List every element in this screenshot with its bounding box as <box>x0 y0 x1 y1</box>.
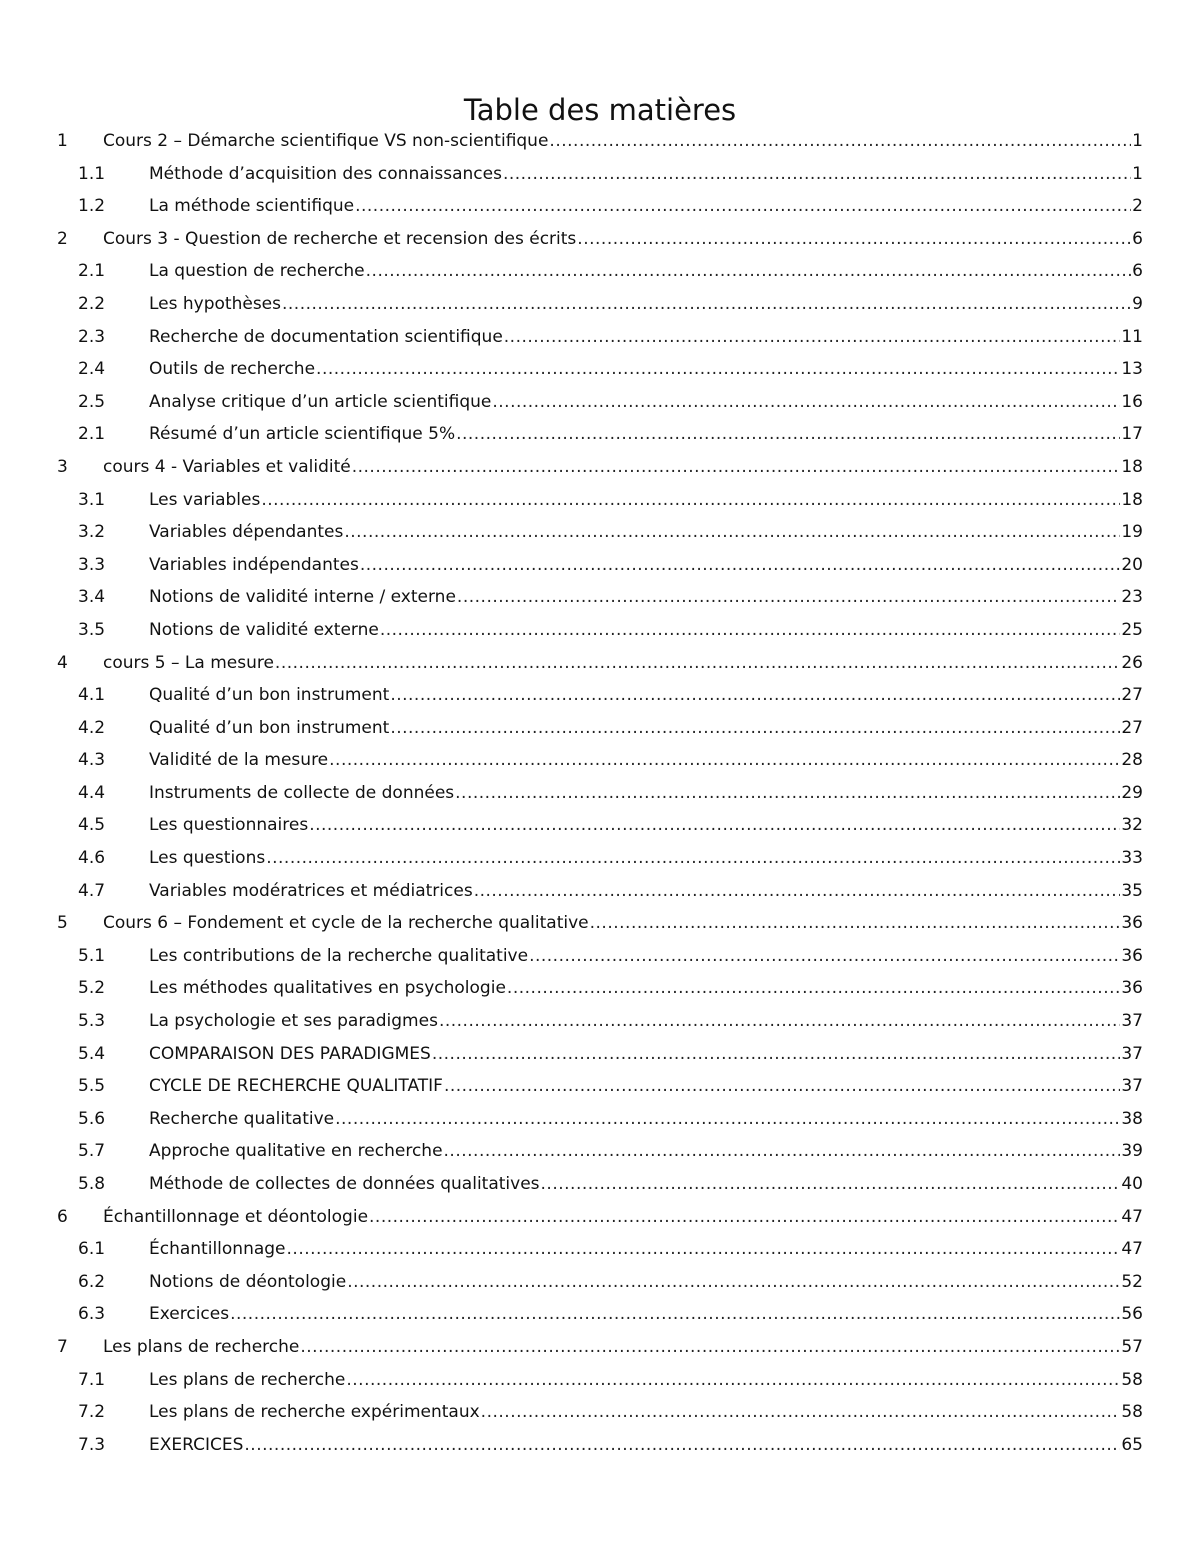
toc-entry-number: 4.3 <box>78 750 106 771</box>
toc-entry-title[interactable]: Recherche qualitative <box>149 1108 335 1129</box>
toc-dot-leader <box>492 386 1120 419</box>
toc-dot-leader <box>300 1331 1120 1364</box>
toc-entry-page-number: 32 <box>1121 815 1143 836</box>
toc-entry-title[interactable]: Les questions <box>149 848 266 869</box>
toc-section-entry[interactable] <box>57 1070 1143 1103</box>
toc-entry-page-number: 57 <box>1121 1336 1143 1357</box>
toc-entry-title[interactable]: Résumé d’un article scientifique 5% <box>149 424 456 445</box>
toc-entry-title[interactable]: Les variables <box>149 489 261 510</box>
toc-title: Table des matières <box>463 93 737 127</box>
toc-dot-leader <box>503 158 1131 191</box>
toc-entry-page-number: 28 <box>1121 750 1143 771</box>
toc-entry-page-number: 6 <box>1132 261 1143 282</box>
toc-dot-leader <box>352 451 1121 484</box>
toc-entry-title[interactable]: CYCLE DE RECHERCHE QUALITATIF <box>149 1076 443 1097</box>
toc-dot-leader <box>457 581 1120 614</box>
toc-entry-page-number: 2 <box>1132 196 1143 217</box>
toc-list <box>57 125 1143 1461</box>
toc-entry-title[interactable]: Variables dépendantes <box>149 522 344 543</box>
toc-dot-leader <box>355 190 1131 223</box>
toc-entry-number: 2.1 <box>78 424 106 445</box>
toc-entry-title[interactable]: Variables indépendantes <box>149 554 359 575</box>
toc-entry-number: 2.2 <box>78 293 106 314</box>
toc-entry-number: 3.5 <box>78 619 106 640</box>
toc-entry-title[interactable]: Validité de la mesure <box>149 750 329 771</box>
toc-entry-number: 3.4 <box>78 587 106 608</box>
toc-entry-title[interactable]: Cours 2 – Démarche scientifique VS non-scientifique <box>103 131 549 151</box>
toc-dot-leader <box>275 647 1120 680</box>
toc-dot-leader <box>590 907 1121 940</box>
toc-entry-number: 5.6 <box>78 1108 106 1129</box>
toc-entry-page-number: 9 <box>1132 293 1143 314</box>
toc-dot-leader <box>287 1233 1121 1266</box>
toc-entry-number: 4.2 <box>78 717 106 738</box>
toc-section-entry[interactable] <box>57 516 1143 549</box>
toc-chapter-entry[interactable] <box>57 223 1143 256</box>
toc-dot-leader <box>444 1135 1121 1168</box>
toc-section-entry[interactable] <box>57 679 1143 712</box>
toc-dot-leader <box>266 842 1120 875</box>
toc-entry-title[interactable]: Les questionnaires <box>149 815 309 836</box>
toc-chapter-entry[interactable] <box>57 1201 1143 1234</box>
toc-chapter-entry[interactable] <box>57 647 1143 680</box>
toc-section-entry[interactable] <box>57 158 1143 191</box>
toc-entry-number: 2.3 <box>78 326 106 347</box>
toc-entry-title[interactable]: Analyse critique d’un article scientifique <box>149 391 492 412</box>
toc-entry-title[interactable]: Notions de validité externe <box>149 619 379 640</box>
toc-entry-page-number: 19 <box>1121 522 1143 543</box>
toc-dot-leader <box>366 255 1132 288</box>
toc-entry-title[interactable]: Variables modératrices et médiatrices <box>149 880 473 901</box>
toc-entry-page-number: 11 <box>1121 326 1143 347</box>
toc-section-entry[interactable] <box>57 712 1143 745</box>
toc-dot-leader <box>444 1070 1120 1103</box>
toc-entry-page-number: 27 <box>1121 685 1143 706</box>
toc-entry-page-number: 36 <box>1121 913 1143 934</box>
toc-section-entry[interactable] <box>57 744 1143 777</box>
toc-dot-leader <box>439 1005 1120 1038</box>
toc-dot-leader <box>360 549 1121 582</box>
toc-entry-number: 4.1 <box>78 685 106 706</box>
toc-entry-number: 4.7 <box>78 880 106 901</box>
toc-entry-number: 2 <box>57 228 68 249</box>
toc-entry-title[interactable]: Les plans de recherche expérimentaux <box>149 1402 480 1423</box>
toc-entry-page-number: 56 <box>1121 1304 1143 1325</box>
toc-section-entry[interactable] <box>57 288 1143 321</box>
toc-entry-number: 4.5 <box>78 815 106 836</box>
toc-section-entry[interactable] <box>57 875 1143 908</box>
toc-entry-title[interactable]: Exercices <box>149 1304 230 1325</box>
toc-entry-title[interactable]: La méthode scientifique <box>149 196 355 217</box>
toc-dot-leader <box>261 484 1120 517</box>
toc-entry-page-number: 40 <box>1121 1174 1143 1194</box>
toc-dot-leader <box>344 516 1120 549</box>
toc-dot-leader <box>244 1429 1120 1462</box>
toc-dot-leader <box>507 972 1120 1005</box>
toc-dot-leader <box>309 809 1120 842</box>
toc-entry-title[interactable]: Notions de déontologie <box>149 1271 347 1292</box>
toc-entry-title[interactable]: EXERCICES <box>149 1434 244 1455</box>
toc-entry-page-number: 1 <box>1132 131 1143 151</box>
toc-entry-number: 6 <box>57 1206 68 1227</box>
toc-entry-page-number: 13 <box>1121 359 1143 380</box>
toc-entry-number: 3.1 <box>78 489 106 510</box>
toc-section-entry[interactable] <box>57 1233 1143 1266</box>
toc-section-entry[interactable] <box>57 1266 1143 1299</box>
toc-entry-number: 5.1 <box>78 945 106 966</box>
toc-entry-title[interactable]: Les plans de recherche <box>149 1369 346 1390</box>
toc-dot-leader <box>481 1396 1121 1429</box>
toc-entry-number: 1 <box>57 131 68 151</box>
toc-section-entry[interactable] <box>57 321 1143 354</box>
toc-section-entry[interactable] <box>57 1038 1143 1071</box>
toc-entry-page-number: 35 <box>1121 880 1143 901</box>
toc-entry-page-number: 37 <box>1121 1011 1143 1032</box>
toc-entry-number: 2.5 <box>78 391 106 412</box>
toc-entry-page-number: 16 <box>1121 391 1143 412</box>
toc-entry-title[interactable]: cours 5 – La mesure <box>103 652 274 673</box>
toc-section-entry[interactable] <box>57 1298 1143 1331</box>
toc-entry-page-number: 37 <box>1121 1076 1143 1097</box>
toc-chapter-entry[interactable] <box>57 1331 1143 1364</box>
toc-entry-number: 5.2 <box>78 978 106 999</box>
toc-entry-number: 6.2 <box>78 1271 106 1292</box>
toc-entry-title[interactable]: Recherche de documentation scientifique <box>149 326 503 347</box>
toc-chapter-entry[interactable] <box>57 125 1143 158</box>
toc-section-entry[interactable] <box>57 842 1143 875</box>
toc-entry-page-number: 37 <box>1121 1043 1143 1064</box>
toc-section-entry[interactable] <box>57 484 1143 517</box>
toc-entry-title[interactable]: Outils de recherche <box>149 359 316 380</box>
toc-entry-title[interactable]: Les hypothèses <box>149 293 281 314</box>
toc-entry-page-number: 27 <box>1121 717 1143 738</box>
toc-section-entry[interactable] <box>57 1168 1143 1201</box>
toc-dot-leader <box>541 1168 1121 1201</box>
toc-entry-number: 7.1 <box>78 1369 106 1390</box>
toc-entry-page-number: 29 <box>1121 782 1143 803</box>
toc-entry-title[interactable]: Méthode d’acquisition des connaissances <box>149 163 502 184</box>
toc-entry-page-number: 18 <box>1121 489 1143 510</box>
toc-entry-title[interactable]: Les méthodes qualitatives en psychologie <box>149 978 506 999</box>
toc-entry-number: 4.6 <box>78 848 106 869</box>
toc-entry-number: 5.5 <box>78 1076 106 1097</box>
toc-entry-number: 7.3 <box>78 1434 106 1455</box>
toc-entry-number: 7.2 <box>78 1402 106 1423</box>
toc-dot-leader <box>390 712 1120 745</box>
toc-dot-leader <box>455 777 1120 810</box>
toc-entry-title[interactable]: Échantillonnage et déontologie <box>103 1206 369 1227</box>
toc-entry-number: 2.1 <box>78 261 106 282</box>
toc-entry-title[interactable]: Notions de validité interne / externe <box>149 587 456 608</box>
toc-dot-leader <box>529 940 1120 973</box>
toc-section-entry[interactable] <box>57 940 1143 973</box>
toc-entry-number: 7 <box>57 1336 68 1357</box>
toc-dot-leader <box>432 1038 1121 1071</box>
toc-entry-title[interactable]: Les plans de recherche <box>103 1336 300 1357</box>
toc-dot-leader <box>329 744 1120 777</box>
toc-entry-title[interactable]: Approche qualitative en recherche <box>149 1141 443 1162</box>
toc-dot-leader <box>504 321 1121 354</box>
toc-entry-page-number: 52 <box>1121 1271 1143 1292</box>
toc-section-entry[interactable] <box>57 549 1143 582</box>
toc-entry-page-number: 23 <box>1121 587 1143 608</box>
toc-entry-page-number: 58 <box>1121 1369 1143 1390</box>
toc-entry-page-number: 65 <box>1121 1434 1143 1455</box>
toc-section-entry[interactable] <box>57 418 1143 451</box>
toc-entry-number: 3.3 <box>78 554 106 575</box>
toc-dot-leader <box>549 125 1131 158</box>
toc-entry-title[interactable]: La psychologie et ses paradigmes <box>149 1011 438 1032</box>
toc-section-entry[interactable] <box>57 972 1143 1005</box>
toc-entry-number: 5.4 <box>78 1043 106 1064</box>
toc-section-entry[interactable] <box>57 777 1143 810</box>
toc-dot-leader <box>347 1266 1120 1299</box>
toc-entry-page-number: 20 <box>1121 554 1143 575</box>
toc-chapter-entry[interactable] <box>57 907 1143 940</box>
toc-dot-leader <box>282 288 1131 321</box>
toc-entry-number: 1.2 <box>78 196 106 217</box>
toc-entry-number: 5.8 <box>78 1174 106 1194</box>
toc-entry-title[interactable]: Les contributions de la recherche qualitative <box>149 945 529 966</box>
toc-entry-page-number: 58 <box>1121 1402 1143 1423</box>
toc-section-entry[interactable] <box>57 809 1143 842</box>
toc-entry-number: 2.4 <box>78 359 106 380</box>
toc-entry-number: 5 <box>57 913 68 934</box>
toc-entry-title[interactable]: Instruments de collecte de données <box>149 782 455 803</box>
toc-section-entry[interactable] <box>57 1103 1143 1136</box>
toc-entry-title[interactable]: Qualité d’un bon instrument <box>149 717 390 738</box>
toc-dot-leader <box>230 1298 1120 1331</box>
toc-entry-number: 6.3 <box>78 1304 106 1325</box>
toc-dot-leader <box>335 1103 1120 1136</box>
toc-section-entry[interactable] <box>57 581 1143 614</box>
toc-section-entry[interactable] <box>57 1429 1143 1462</box>
toc-section-entry[interactable] <box>57 1396 1143 1429</box>
toc-entry-number: 3.2 <box>78 522 106 543</box>
toc-entry-page-number: 17 <box>1121 424 1143 445</box>
toc-entry-page-number: 38 <box>1121 1108 1143 1129</box>
toc-dot-leader <box>380 614 1121 647</box>
toc-entry-page-number: 6 <box>1132 228 1143 249</box>
toc-entry-number: 4.4 <box>78 782 106 803</box>
toc-entry-title[interactable]: Méthode de collectes de données qualitatives <box>149 1174 540 1194</box>
toc-section-entry[interactable] <box>57 1005 1143 1038</box>
toc-entry-title[interactable]: La question de recherche <box>149 261 365 282</box>
toc-dot-leader <box>456 418 1120 451</box>
toc-dot-leader <box>316 353 1120 386</box>
toc-entry-number: 5.3 <box>78 1011 106 1032</box>
toc-section-entry[interactable] <box>57 1364 1143 1397</box>
toc-dot-leader <box>474 875 1121 908</box>
toc-entry-number: 6.1 <box>78 1239 106 1260</box>
toc-entry-number: 3 <box>57 456 68 477</box>
toc-entry-number: 4 <box>57 652 68 673</box>
toc-entry-page-number: 33 <box>1121 848 1143 869</box>
toc-dot-leader <box>577 223 1131 256</box>
toc-entry-page-number: 1 <box>1132 163 1143 184</box>
toc-entry-title[interactable]: COMPARAISON DES PARADIGMES <box>149 1043 431 1064</box>
toc-entry-number: 5.7 <box>78 1141 106 1162</box>
toc-entry-number: 1.1 <box>78 163 106 184</box>
toc-entry-title[interactable]: cours 4 - Variables et validité <box>103 456 351 477</box>
toc-entry-page-number: 47 <box>1121 1206 1143 1227</box>
toc-entry-page-number: 25 <box>1121 619 1143 640</box>
toc-section-entry[interactable] <box>57 614 1143 647</box>
toc-entry-title[interactable]: Qualité d’un bon instrument <box>149 685 390 706</box>
toc-section-entry[interactable] <box>57 353 1143 386</box>
toc-dot-leader <box>346 1364 1120 1397</box>
toc-dot-leader <box>390 679 1120 712</box>
toc-entry-page-number: 47 <box>1121 1239 1143 1260</box>
toc-section-entry[interactable] <box>57 386 1143 419</box>
toc-entry-title[interactable]: Cours 3 - Question de recherche et recension des écrits <box>103 228 577 249</box>
toc-entry-title[interactable]: Cours 6 – Fondement et cycle de la recherche qualitative <box>103 913 589 934</box>
toc-dot-leader <box>369 1201 1120 1234</box>
toc-entry-page-number: 18 <box>1121 456 1143 477</box>
toc-entry-page-number: 36 <box>1121 945 1143 966</box>
toc-section-entry[interactable] <box>57 190 1143 223</box>
toc-section-entry[interactable] <box>57 1135 1143 1168</box>
toc-entry-page-number: 39 <box>1121 1141 1143 1162</box>
toc-entry-title[interactable]: Échantillonnage <box>149 1239 286 1260</box>
toc-entry-page-number: 26 <box>1121 652 1143 673</box>
toc-entry-page-number: 36 <box>1121 978 1143 999</box>
toc-chapter-entry[interactable] <box>57 451 1143 484</box>
toc-section-entry[interactable] <box>57 255 1143 288</box>
